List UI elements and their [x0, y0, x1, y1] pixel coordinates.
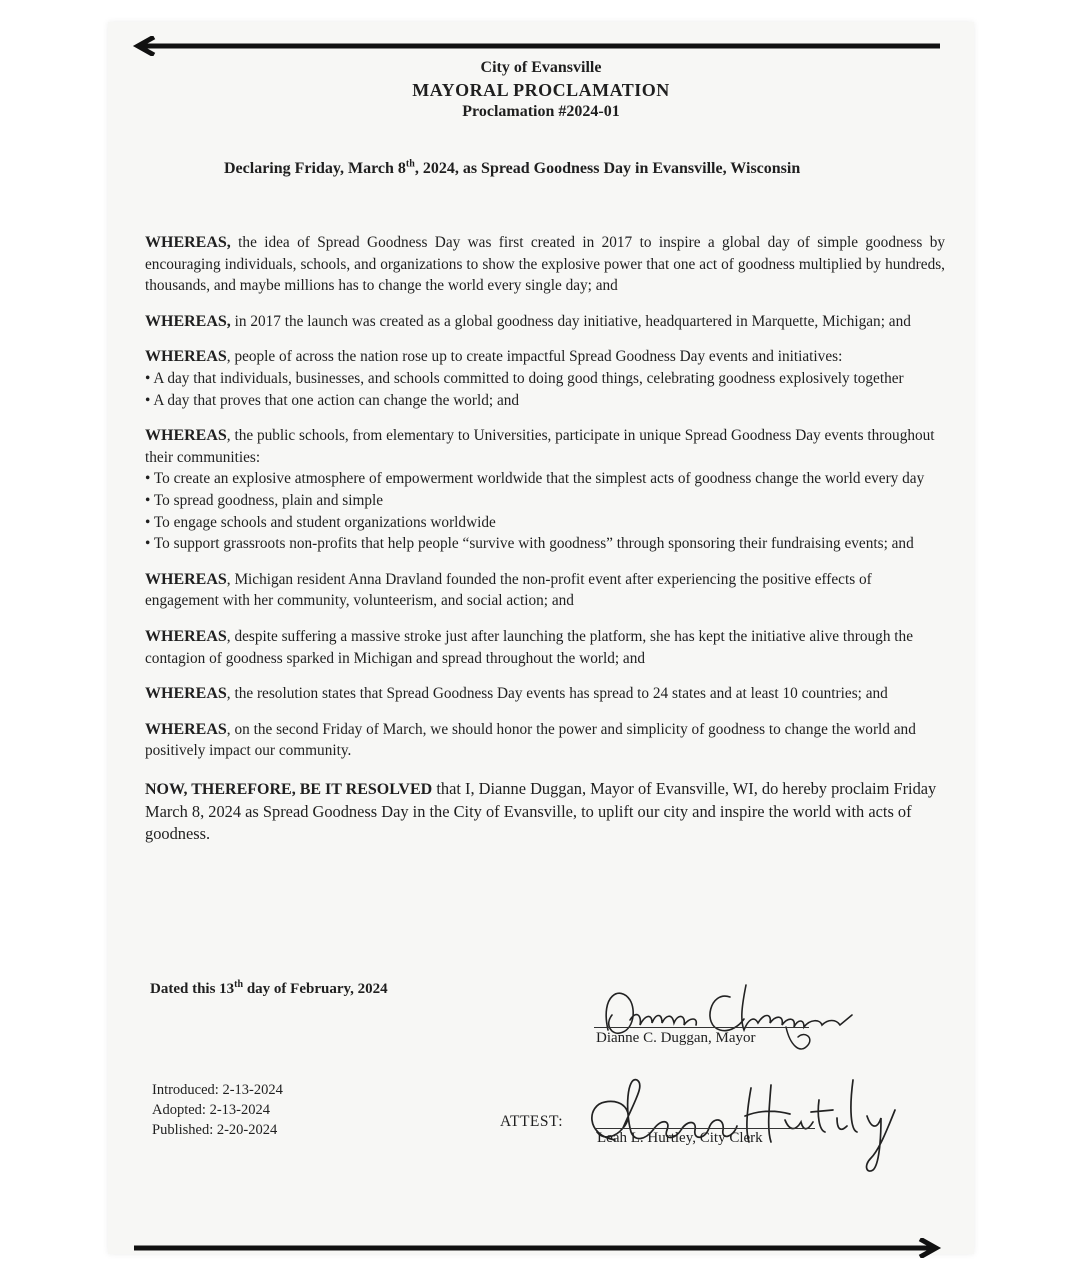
resolution-paragraph: NOW, THEREFORE, BE IT RESOLVED that I, Dianne Duggan, Mayor of Evansville, WI, do hereby proclaim Friday March 8, 2024 as Spread Goodness Day in the City of Evansville, to uplift our city and inspire the world with acts of goodness. [145, 778, 937, 843]
published-date: Published: 2-20-2024 [152, 1122, 278, 1138]
whereas-paragraph: WHEREAS, Michigan resident Anna Dravland founded the non-profit event after experiencing the positive effects of engagement with her community, volunteerism, and social action; and [145, 570, 872, 610]
city-name: City of Evansville [480, 59, 602, 76]
mayor-signature-line [594, 1027, 809, 1028]
introduced-date: Introduced: 2-13-2024 [152, 1082, 283, 1098]
record-dates [152, 1080, 283, 1140]
mayor-signature [590, 975, 890, 1065]
whereas-paragraph: WHEREAS, the idea of Spread Goodness Day was first created in 2017 to inspire a global day of simple goodness by encouraging individuals, schools, and organizations to show the explosive power that one act of goodness multiplied by hundreds, thousands, and maybe millions has to change the world every single day; and [145, 234, 945, 295]
proclamation-body [145, 232, 945, 859]
proclamation-title: MAYORAL PROCLAMATION [412, 80, 670, 100]
attest-label: ATTEST: [500, 1113, 564, 1130]
whereas-paragraph: WHEREAS, on the second Friday of March, we should honor the power and simplicity of goodness to change the world and positively impact our community. [145, 720, 916, 760]
clerk-signature-line [595, 1128, 815, 1129]
whereas-paragraph: WHEREAS, the public schools, from elementary to Universities, participate in unique Spread Goodness Day events throughout their communities: • To create an explosive atmosphere of empowerment worldwide that the simplest acts of goodness change the world every day • To spread goodness, plain and simple • To engage schools and student organizations worldwide • To support grassroots non-profits that help people “survive with goodness” through sponsoring their fundraising events; and [145, 425, 945, 555]
right-arrow-icon [132, 1238, 942, 1258]
whereas-paragraph: WHEREAS, people of across the nation rose up to create impactful Spread Goodness Day events and initiatives: • A day that individuals, businesses, and schools committed to doing good things, celebrating goodness explosively together • A day that proves that one action can change the world; and [145, 346, 945, 411]
left-arrow-icon [132, 36, 942, 56]
bullet-item: • A day that proves that one action can change the world; and [145, 391, 520, 409]
bullet-item: • To engage schools and student organizations worldwide [145, 513, 496, 531]
declaring-heading: Declaring Friday, March 8th, 2024, as Spread Goodness Day in Evansville, Wisconsin [224, 158, 801, 177]
clerk-name: Leah L. Hurtley, City Clerk [597, 1130, 763, 1146]
dated-line: Dated this 13th day of February, 2024 [150, 979, 388, 997]
bullet-item: • A day that individuals, businesses, and schools committed to doing good things, celebrating goodness explosively together [145, 369, 904, 387]
mayor-name: Dianne C. Duggan, Mayor [596, 1030, 756, 1046]
proclamation-number: Proclamation #2024-01 [462, 103, 620, 120]
bullet-item: • To support grassroots non-profits that help people “survive with goodness” through sponsoring their fundraising events; and [145, 535, 914, 553]
clerk-signature [575, 1070, 925, 1180]
whereas-paragraph: WHEREAS, despite suffering a massive stroke just after launching the platform, she has kept the initiative alive through the contagion of goodness sparked in Michigan and spread throughout the world; and [145, 627, 913, 667]
document-header [108, 57, 974, 123]
bullet-item: • To create an explosive atmosphere of empowerment worldwide that the simplest acts of goodness change the world every day [145, 470, 925, 488]
whereas-paragraph: WHEREAS, the resolution states that Spread Goodness Day events has spread to 24 states and at least 10 countries; and [145, 685, 888, 703]
whereas-paragraph: WHEREAS, in 2017 the launch was created as a global goodness day initiative, headquartered in Marquette, Michigan; and [145, 312, 911, 330]
adopted-date: Adopted: 2-13-2024 [152, 1102, 270, 1118]
bullet-item: • To spread goodness, plain and simple [145, 491, 384, 509]
